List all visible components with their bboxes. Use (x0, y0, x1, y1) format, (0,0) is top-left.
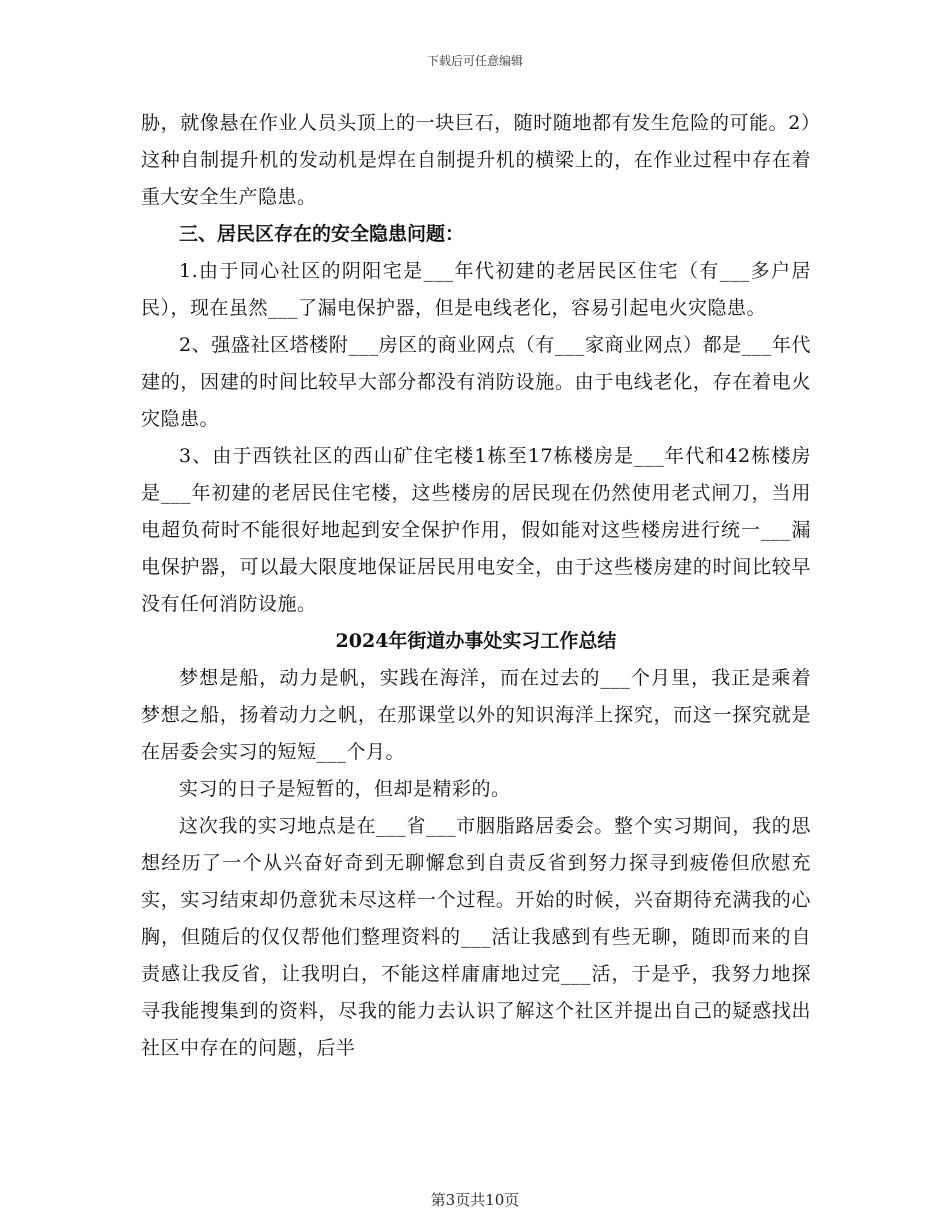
paragraph-continued: 胁，就像悬在作业人员头顶上的一块巨石，随时随地都有发生危险的可能。2）这种自制提升机的发动机是焊在自制提升机的横梁上的，在作业过程中存在着重大安全生产隐患。 (141, 112, 811, 208)
paragraph-3: 这次我的实习地点是在___省___市胭脂路居委会。整个实习期间，我的思想经历了一个从兴奋好奇到无聊懈怠到自责反省到努力探寻到疲倦但欣慰充实，实习结束却仍意犹未尽这样一个过程。开始的时候，兴奋期待充满我的心胸，但随后的仅仅帮他们整理资料的___活让我感到有些无聊，随即而来的自责感让我反省，让我明白，不能这样庸庸地过完___活，于是乎，我努力地探寻我能搜集到的资料，尽我的能力去认识了解这个社区并提出自己的疑惑找出社区中存在的问题，后半 (141, 815, 811, 1059)
page-number: 第3页共10页 (430, 1191, 520, 1209)
list-item-1: 1.由于同心社区的阴阳宅是___年代初建的老居民区住宅（有___多户居民），现在虽然___了漏电保护器，但是电线老化，容易引起电火灾隐患。 (141, 260, 811, 319)
list-item-3: 3、由于西铁社区的西山矿住宅楼1栋至17栋楼房是___年代和42栋楼房是___年初建的老居民住宅楼，这些楼房的居民现在仍然使用老式闸刀，当用电超负荷时不能很好地起到安全保护作用，假如能对这些楼房进行统一___漏电保护器，可以最大限度地保证居民用电安全，由于这些楼房建的时间比较早没有任何消防设施。 (141, 445, 811, 615)
paragraph-2: 实习的日子是短暂的，但却是精彩的。 (179, 778, 511, 800)
section-heading-3: 三、居民区存在的安全隐患问题： (179, 223, 465, 245)
document-title: 2024年街道办事处实习工作总结 (335, 630, 617, 652)
paragraph-1: 梦想是船，动力是帆，实践在海洋，而在过去的___个月里，我正是乘着梦想之船，扬着动力之帆，在那课堂以外的知识海洋上探究，而这一探究就是在居委会实习的短短___个月。 (141, 667, 811, 763)
document-body (141, 105, 811, 1067)
page-header-note: 下载后可任意编辑 (426, 54, 523, 68)
list-item-2: 2、强盛社区塔楼附___房区的商业网点（有___家商业网点）都是___年代建的，因建的时间比较早大部分都没有消防设施。由于电线老化，存在着电火灾隐患。 (141, 334, 811, 430)
